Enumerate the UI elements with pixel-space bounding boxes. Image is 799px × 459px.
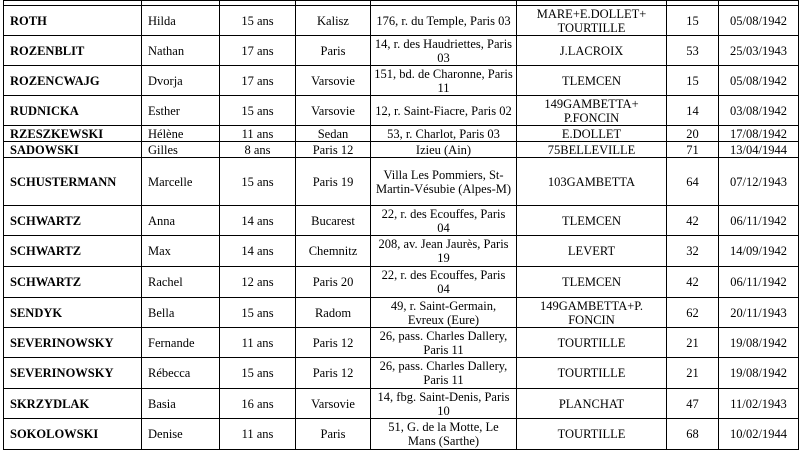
cell-date: 05/08/1942 [719, 66, 799, 96]
cell-birthplace: Paris 12 [296, 328, 371, 358]
cell-convoy-place: TOURTILLE [517, 419, 667, 450]
cell-age: 16 ans [220, 389, 296, 419]
cell-address: Villa Les Pommiers, St-Martin-Vésubie (Alpes-M) [371, 158, 517, 206]
cell-convoy-place: TLEMCEN [517, 206, 667, 236]
cell-first: Max [142, 236, 220, 267]
cell-convoy: 21 [667, 328, 719, 358]
table-row [4, 6, 799, 36]
cell-convoy: 68 [667, 419, 719, 450]
cell-address: Izieu (Ain) [371, 142, 517, 158]
table-row [4, 358, 799, 389]
cell-name: RZESZKEWSKI [4, 126, 142, 142]
cell-name: ROZENCWAJG [4, 66, 142, 96]
cell-age: 15 ans [220, 6, 296, 36]
cell-age: 11 ans [220, 126, 296, 142]
cell-age: 8 ans [220, 142, 296, 158]
cell-name: SADOWSKI [4, 142, 142, 158]
cell-age: 15 ans [220, 158, 296, 206]
cell-convoy-place: 149GAMBETTA+P. FONCIN [517, 298, 667, 328]
cell-date: 11/02/1943 [719, 389, 799, 419]
table-row [4, 142, 799, 158]
cell-convoy-place: LEVERT [517, 236, 667, 267]
table-row [4, 66, 799, 96]
cell-name: RUDNICKA [4, 96, 142, 126]
cell-birthplace: Bucarest [296, 206, 371, 236]
cell-address: 22, r. des Ecouffes, Paris 04 [371, 267, 517, 298]
cell-convoy: 64 [667, 158, 719, 206]
cell-age: 11 ans [220, 419, 296, 450]
cell-age: 15 ans [220, 96, 296, 126]
cell-first: Rachel [142, 267, 220, 298]
cell-first: Fernande [142, 328, 220, 358]
cell-date: 07/12/1943 [719, 158, 799, 206]
cell-first: Denise [142, 419, 220, 450]
table-row [4, 328, 799, 358]
cell-age: 12 ans [220, 267, 296, 298]
cell-first: Dvorja [142, 66, 220, 96]
cell-first: Hélène [142, 126, 220, 142]
cell-name: SCHWARTZ [4, 206, 142, 236]
cell-convoy: 15 [667, 6, 719, 36]
cell-convoy: 47 [667, 389, 719, 419]
cell-date: 19/08/1942 [719, 328, 799, 358]
cell-convoy-place: 103GAMBETTA [517, 158, 667, 206]
cell-birthplace: Paris 20 [296, 267, 371, 298]
cell-convoy-place: TOURTILLE [517, 328, 667, 358]
deportation-table [3, 0, 799, 450]
cell-convoy-place: PLANCHAT [517, 389, 667, 419]
cell-convoy: 42 [667, 267, 719, 298]
cell-convoy: 42 [667, 206, 719, 236]
cell-age: 15 ans [220, 358, 296, 389]
cell-date: 17/08/1942 [719, 126, 799, 142]
cell-birthplace: Chemnitz [296, 236, 371, 267]
cell-birthplace: Paris [296, 419, 371, 450]
cell-first: Bella [142, 298, 220, 328]
cell-name: SOKOLOWSKI [4, 419, 142, 450]
cell-name: SEVERINOWSKY [4, 358, 142, 389]
table-row [4, 236, 799, 267]
cell-birthplace: Paris 12 [296, 142, 371, 158]
table-row [4, 126, 799, 142]
cell-date: 14/09/1942 [719, 236, 799, 267]
cell-address: 176, r. du Temple, Paris 03 [371, 6, 517, 36]
cell-first: Nathan [142, 36, 220, 66]
cell-birthplace: Varsovie [296, 389, 371, 419]
table-row [4, 419, 799, 450]
cell-address: 49, r. Saint-Germain, Evreux (Eure) [371, 298, 517, 328]
cell-date: 05/08/1942 [719, 6, 799, 36]
cell-birthplace: Paris 19 [296, 158, 371, 206]
cell-name: SCHUSTERMANN [4, 158, 142, 206]
cell-address: 26, pass. Charles Dallery, Paris 11 [371, 358, 517, 389]
cell-age: 11 ans [220, 328, 296, 358]
cell-name: ROZENBLIT [4, 36, 142, 66]
cell-age: 17 ans [220, 66, 296, 96]
cell-birthplace: Paris 12 [296, 358, 371, 389]
cell-convoy-place: 75BELLEVILLE [517, 142, 667, 158]
cell-name: SKRZYDLAK [4, 389, 142, 419]
table-row [4, 158, 799, 206]
table-row [4, 298, 799, 328]
cell-date: 20/11/1943 [719, 298, 799, 328]
cell-age: 17 ans [220, 36, 296, 66]
cell-date: 06/11/1942 [719, 267, 799, 298]
cell-name: ROTH [4, 6, 142, 36]
cell-convoy-place: J.LACROIX [517, 36, 667, 66]
cell-convoy: 32 [667, 236, 719, 267]
cell-convoy-place: TLEMCEN [517, 267, 667, 298]
cell-age: 14 ans [220, 236, 296, 267]
cell-address: 53, r. Charlot, Paris 03 [371, 126, 517, 142]
cell-name: SEVERINOWSKY [4, 328, 142, 358]
cell-date: 10/02/1944 [719, 419, 799, 450]
cell-convoy: 15 [667, 66, 719, 96]
cell-date: 13/04/1944 [719, 142, 799, 158]
cell-address: 12, r. Saint-Fiacre, Paris 02 [371, 96, 517, 126]
cell-first: Esther [142, 96, 220, 126]
cell-name: SCHWARTZ [4, 267, 142, 298]
cell-date: 19/08/1942 [719, 358, 799, 389]
cell-first: Basia [142, 389, 220, 419]
cell-address: 22, r. des Ecouffes, Paris 04 [371, 206, 517, 236]
cell-address: 14, r. des Haudriettes, Paris 03 [371, 36, 517, 66]
cell-date: 06/11/1942 [719, 206, 799, 236]
table-row [4, 267, 799, 298]
cell-birthplace: Radom [296, 298, 371, 328]
cell-first: Gilles [142, 142, 220, 158]
cell-birthplace: Kalisz [296, 6, 371, 36]
cell-address: 151, bd. de Charonne, Paris 11 [371, 66, 517, 96]
cell-birthplace: Paris [296, 36, 371, 66]
cell-convoy-place: MARE+E.DOLLET+ TOURTILLE [517, 6, 667, 36]
table-row [4, 96, 799, 126]
cell-first: Rébecca [142, 358, 220, 389]
cell-first: Hilda [142, 6, 220, 36]
cell-birthplace: Varsovie [296, 66, 371, 96]
cell-address: 26, pass. Charles Dallery, Paris 11 [371, 328, 517, 358]
table-row [4, 389, 799, 419]
cell-date: 03/08/1942 [719, 96, 799, 126]
cell-address: 208, av. Jean Jaurès, Paris 19 [371, 236, 517, 267]
table-row [4, 36, 799, 66]
table-row [4, 206, 799, 236]
cell-convoy-place: 149GAMBETTA+ P.FONCIN [517, 96, 667, 126]
cell-date: 25/03/1943 [719, 36, 799, 66]
cell-birthplace: Varsovie [296, 96, 371, 126]
cell-convoy: 14 [667, 96, 719, 126]
cell-convoy-place: TOURTILLE [517, 358, 667, 389]
cell-name: SENDYK [4, 298, 142, 328]
cell-first: Marcelle [142, 158, 220, 206]
cell-convoy: 62 [667, 298, 719, 328]
cell-first: Anna [142, 206, 220, 236]
cell-birthplace: Sedan [296, 126, 371, 142]
cell-name: SCHWARTZ [4, 236, 142, 267]
cell-address: 14, fbg. Saint-Denis, Paris 10 [371, 389, 517, 419]
cell-age: 14 ans [220, 206, 296, 236]
cell-convoy: 53 [667, 36, 719, 66]
cell-address: 51, G. de la Motte, Le Mans (Sarthe) [371, 419, 517, 450]
cell-age: 15 ans [220, 298, 296, 328]
cell-convoy-place: TLEMCEN [517, 66, 667, 96]
cell-convoy-place: E.DOLLET [517, 126, 667, 142]
cell-convoy: 71 [667, 142, 719, 158]
cell-convoy: 20 [667, 126, 719, 142]
cell-convoy: 21 [667, 358, 719, 389]
